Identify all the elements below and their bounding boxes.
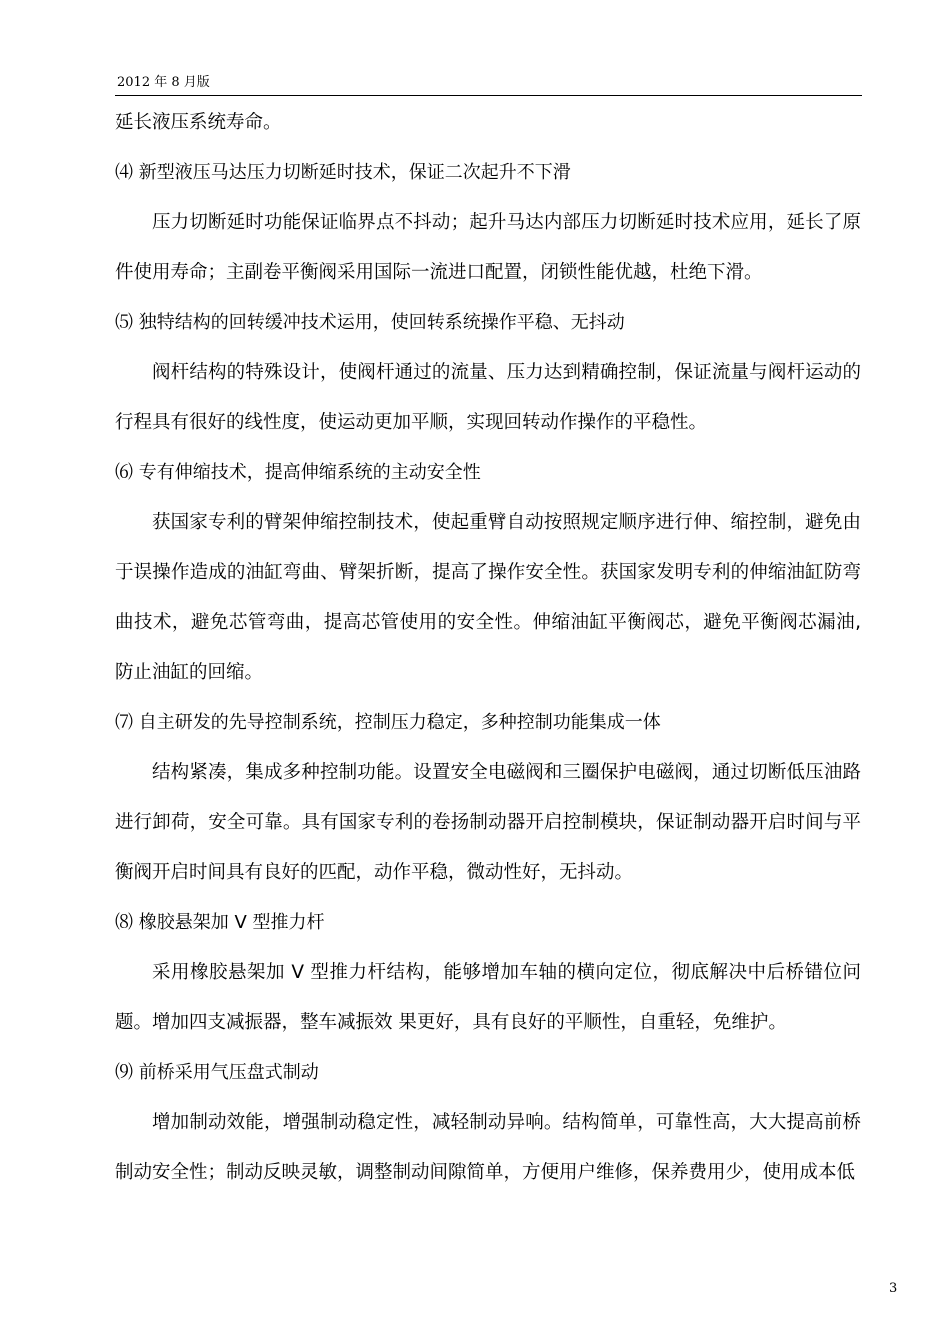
section-heading-8: ⑻ 橡胶悬架加 V 型推力杆 <box>115 912 325 933</box>
page-header-edition: 2012 年 8 月版 <box>117 75 210 90</box>
continuation-text: 延长液压系统寿命。 <box>115 112 282 133</box>
section-paragraph-6: 获国家专利的臂架伸缩控制技术，使起重臂自动按照规定顺序进行伸、缩控制，避免由于误操作造成的油缸弯曲、臂架折断，提高了操作安全性。获国家发明专利的伸缩油缸防弯曲技术，避免芯管弯曲，提高芯管使用的安全性。伸缩油缸平衡阀芯，避免平衡阀芯漏油, 防止油缸的回缩。 <box>115 512 861 683</box>
document-body <box>115 98 861 1198</box>
section-heading-7: ⑺ 自主研发的先导控制系统，控制压力稳定，多种控制功能集成一体 <box>115 712 661 733</box>
section-heading-5: ⑸ 独特结构的回转缓冲技术运用，使回转系统操作平稳、无抖动 <box>115 312 625 333</box>
page-number: 3 <box>889 1281 898 1296</box>
section-heading-9: ⑼ 前桥采用气压盘式制动 <box>115 1062 319 1083</box>
section-paragraph-9: 增加制动效能，增强制动稳定性，减轻制动异响。结构简单，可靠性高，大大提高前桥制动安全性；制动反映灵敏，调整制动间隙简单，方便用户维修，保养费用少，使用成本低 <box>115 1112 861 1183</box>
section-paragraph-5: 阀杆结构的特殊设计，使阀杆通过的流量、压力达到精确控制，保证流量与阀杆运动的行程具有很好的线性度，使运动更加平顺，实现回转动作操作的平稳性。 <box>115 362 861 433</box>
section-heading-6: ⑹ 专有伸缩技术，提高伸缩系统的主动安全性 <box>115 462 481 483</box>
section-paragraph-4: 压力切断延时功能保证临界点不抖动；起升马达内部压力切断延时技术应用，延长了原件使用寿命；主副卷平衡阀采用国际一流进口配置，闭锁性能优越，杜绝下滑。 <box>115 212 861 283</box>
section-paragraph-8: 采用橡胶悬架加 V 型推力杆结构，能够增加车轴的横向定位，彻底解决中后桥错位问题。增加四支减振器，整车减振效 果更好，具有良好的平顺性，自重轻，免维护。 <box>115 962 861 1033</box>
header-divider <box>115 95 862 96</box>
section-paragraph-7: 结构紧凑，集成多种控制功能。设置安全电磁阀和三圈保护电磁阀，通过切断低压油路进行卸荷，安全可靠。具有国家专利的卷扬制动器开启控制模块，保证制动器开启时间与平衡阀开启时间具有良好的匹配，动作平稳，微动性好，无抖动。 <box>115 762 861 883</box>
section-heading-4: ⑷ 新型液压马达压力切断延时技术，保证二次起升不下滑 <box>115 162 571 183</box>
